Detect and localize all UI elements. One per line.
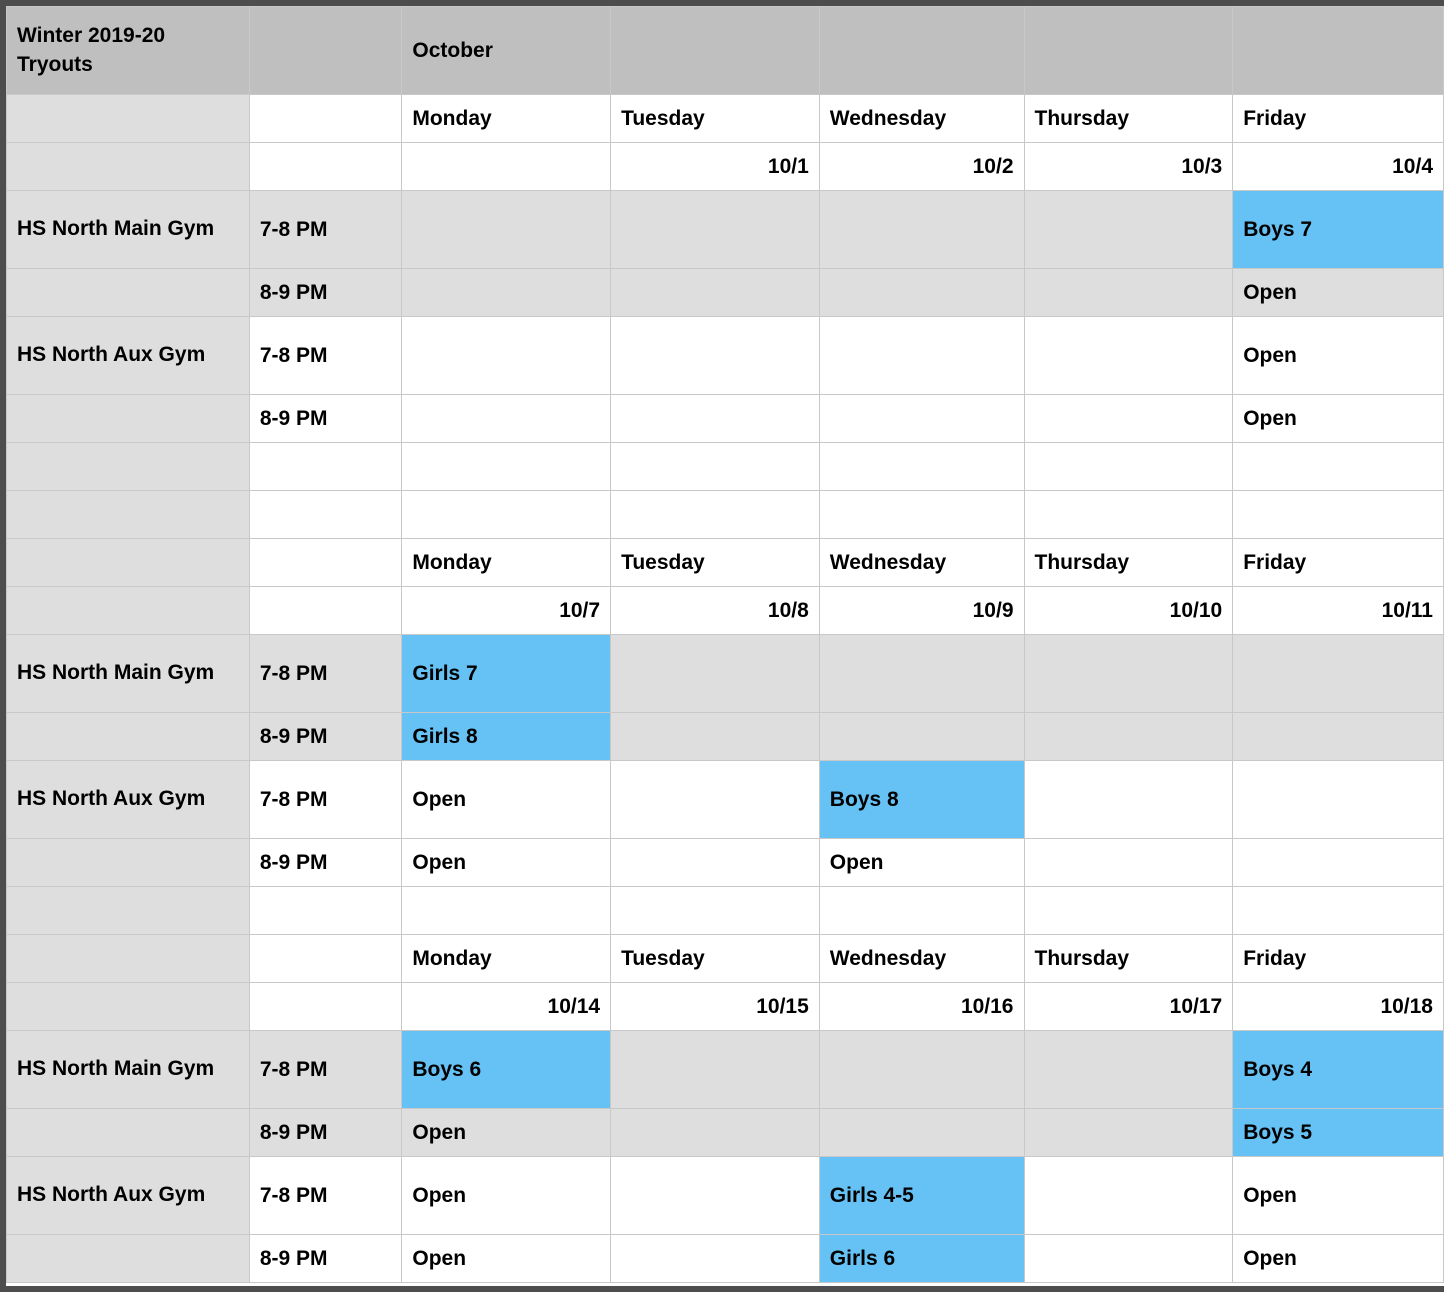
table-row [7, 635, 1444, 713]
table-row [7, 269, 1444, 317]
spacer-cell [7, 491, 250, 539]
title-spacer-5 [1233, 7, 1444, 95]
table-row [7, 1031, 1444, 1109]
schedule-cell-booked: Boys 4 [1233, 1031, 1444, 1109]
row-label-blank [7, 143, 250, 191]
table-row [7, 713, 1444, 761]
gym-label-blank [7, 395, 250, 443]
date-cell: 10/1 [611, 143, 820, 191]
schedule-cell [819, 317, 1024, 395]
schedule-cell-booked: Boys 7 [1233, 191, 1444, 269]
table-row-spacer [7, 887, 1444, 935]
time-slot-label: 7-8 PM [249, 635, 402, 713]
spacer-cell [1233, 443, 1444, 491]
schedule-cell-booked: Girls 7 [402, 635, 611, 713]
spacer-cell [1024, 443, 1233, 491]
time-slot-label: 7-8 PM [249, 1031, 402, 1109]
date-cell: 10/17 [1024, 983, 1233, 1031]
spacer-cell [1233, 887, 1444, 935]
day-header-thursday: Thursday [1024, 935, 1233, 983]
day-header-wednesday: Wednesday [819, 935, 1024, 983]
table-row [7, 395, 1444, 443]
month-label: October [402, 7, 611, 95]
spacer-cell [611, 491, 820, 539]
gym-label: HS North Main Gym [7, 635, 250, 713]
table-row-weekday-header [7, 935, 1444, 983]
schedule-cell-booked: Boys 5 [1233, 1109, 1444, 1157]
schedule-cell-booked: Boys 8 [819, 761, 1024, 839]
schedule-cell [1024, 1031, 1233, 1109]
tryout-schedule-table [6, 6, 1444, 1283]
table-row [7, 317, 1444, 395]
row-label-blank [7, 935, 250, 983]
date-cell: 10/10 [1024, 587, 1233, 635]
schedule-cell [1024, 395, 1233, 443]
gym-label: HS North Aux Gym [7, 317, 250, 395]
date-cell: 10/3 [1024, 143, 1233, 191]
time-slot-label: 8-9 PM [249, 713, 402, 761]
title-spacer-3 [819, 7, 1024, 95]
schedule-cell [611, 191, 820, 269]
schedule-cell [819, 635, 1024, 713]
day-header-thursday: Thursday [1024, 539, 1233, 587]
day-header-tuesday: Tuesday [611, 539, 820, 587]
schedule-cell [1233, 713, 1444, 761]
schedule-cell-booked: Girls 8 [402, 713, 611, 761]
date-cell: 10/2 [819, 143, 1024, 191]
time-slot-label: 8-9 PM [249, 1109, 402, 1157]
day-header-tuesday: Tuesday [611, 935, 820, 983]
spacer-cell [611, 443, 820, 491]
table-row [7, 1157, 1444, 1235]
schedule-cell [819, 395, 1024, 443]
date-cell: 10/11 [1233, 587, 1444, 635]
table-row-dates [7, 983, 1444, 1031]
schedule-cell [819, 713, 1024, 761]
spacer-cell [249, 491, 402, 539]
time-label-blank [249, 143, 402, 191]
table-row-spacer [7, 443, 1444, 491]
day-header-monday: Monday [402, 539, 611, 587]
schedule-cell [402, 269, 611, 317]
day-header-tuesday: Tuesday [611, 95, 820, 143]
schedule-cell [611, 839, 820, 887]
schedule-cell [1024, 317, 1233, 395]
gym-label: HS North Aux Gym [7, 761, 250, 839]
schedule-cell-booked: Girls 6 [819, 1235, 1024, 1283]
schedule-cell-open: Open [1233, 395, 1444, 443]
schedule-cell-open: Open [1233, 317, 1444, 395]
table-row [7, 1235, 1444, 1283]
spacer-cell [402, 491, 611, 539]
date-cell: 10/18 [1233, 983, 1444, 1031]
spacer-cell [819, 443, 1024, 491]
schedule-cell [611, 1157, 820, 1235]
gym-label-blank [7, 269, 250, 317]
schedule-cell-open: Open [1233, 1235, 1444, 1283]
schedule-cell-open: Open [402, 761, 611, 839]
date-cell: 10/9 [819, 587, 1024, 635]
table-row [7, 1109, 1444, 1157]
schedule-cell [402, 191, 611, 269]
spacer-cell [402, 887, 611, 935]
schedule-cell [1024, 635, 1233, 713]
schedule-cell-open: Open [402, 1235, 611, 1283]
time-label-blank [249, 935, 402, 983]
schedule-cell [819, 1109, 1024, 1157]
spacer-cell [819, 887, 1024, 935]
document-title: Winter 2019-20 Tryouts [7, 7, 250, 95]
schedule-cell [1233, 761, 1444, 839]
schedule-cell-open: Open [819, 839, 1024, 887]
time-slot-label: 7-8 PM [249, 761, 402, 839]
schedule-cell [611, 713, 820, 761]
schedule-cell [1024, 191, 1233, 269]
schedule-cell [402, 317, 611, 395]
table-row-weekday-header [7, 539, 1444, 587]
time-label-blank [249, 539, 402, 587]
schedule-cell [819, 1031, 1024, 1109]
date-cell: 10/16 [819, 983, 1024, 1031]
spacer-cell [7, 443, 250, 491]
day-header-friday: Friday [1233, 539, 1444, 587]
spacer-cell [402, 443, 611, 491]
spacer-cell [1024, 491, 1233, 539]
date-cell [402, 143, 611, 191]
gym-label-blank [7, 839, 250, 887]
time-label-blank [249, 587, 402, 635]
schedule-cell-open: Open [402, 1109, 611, 1157]
schedule-cell-booked: Girls 4-5 [819, 1157, 1024, 1235]
schedule-cell [402, 395, 611, 443]
schedule-cell-open: Open [1233, 1157, 1444, 1235]
time-label-blank [249, 983, 402, 1031]
table-row-dates [7, 143, 1444, 191]
row-label-blank [7, 587, 250, 635]
spacer-cell [249, 887, 402, 935]
title-spacer-4 [1024, 7, 1233, 95]
day-header-wednesday: Wednesday [819, 95, 1024, 143]
schedule-cell [611, 635, 820, 713]
schedule-cell [611, 761, 820, 839]
spacer-cell [7, 887, 250, 935]
gym-label: HS North Main Gym [7, 191, 250, 269]
row-label-blank [7, 95, 250, 143]
table-row [7, 761, 1444, 839]
time-label-blank [249, 95, 402, 143]
day-header-friday: Friday [1233, 935, 1444, 983]
gym-label-blank [7, 1109, 250, 1157]
row-label-blank [7, 983, 250, 1031]
time-slot-label: 8-9 PM [249, 395, 402, 443]
schedule-cell [819, 191, 1024, 269]
date-cell: 10/15 [611, 983, 820, 1031]
schedule-cell-booked: Boys 6 [402, 1031, 611, 1109]
spacer-cell [611, 887, 820, 935]
schedule-cell [1024, 839, 1233, 887]
time-slot-label: 8-9 PM [249, 839, 402, 887]
time-slot-label: 7-8 PM [249, 1157, 402, 1235]
date-cell: 10/14 [402, 983, 611, 1031]
schedule-cell-open: Open [1233, 269, 1444, 317]
schedule-cell [1024, 1157, 1233, 1235]
table-row [7, 191, 1444, 269]
day-header-thursday: Thursday [1024, 95, 1233, 143]
title-spacer-1 [249, 7, 402, 95]
schedule-cell-open: Open [402, 839, 611, 887]
spacer-cell [1233, 491, 1444, 539]
spacer-cell [249, 443, 402, 491]
table-row-dates [7, 587, 1444, 635]
table-row-spacer [7, 491, 1444, 539]
schedule-cell [1024, 1109, 1233, 1157]
table-row [7, 839, 1444, 887]
gym-label-blank [7, 1235, 250, 1283]
schedule-cell [611, 1235, 820, 1283]
day-header-friday: Friday [1233, 95, 1444, 143]
row-label-blank [7, 539, 250, 587]
schedule-cell [611, 269, 820, 317]
schedule-cell [819, 269, 1024, 317]
schedule-cell [1233, 839, 1444, 887]
day-header-monday: Monday [402, 95, 611, 143]
schedule-cell [1024, 713, 1233, 761]
date-cell: 10/4 [1233, 143, 1444, 191]
time-slot-label: 7-8 PM [249, 191, 402, 269]
table-row-weekday-header [7, 95, 1444, 143]
schedule-cell-open: Open [402, 1157, 611, 1235]
time-slot-label: 7-8 PM [249, 317, 402, 395]
schedule-cell [611, 1031, 820, 1109]
spacer-cell [819, 491, 1024, 539]
schedule-cell [611, 317, 820, 395]
day-header-wednesday: Wednesday [819, 539, 1024, 587]
time-slot-label: 8-9 PM [249, 1235, 402, 1283]
gym-label-blank [7, 713, 250, 761]
date-cell: 10/7 [402, 587, 611, 635]
time-slot-label: 8-9 PM [249, 269, 402, 317]
schedule-cell [1024, 1235, 1233, 1283]
day-header-monday: Monday [402, 935, 611, 983]
schedule-cell [1233, 635, 1444, 713]
schedule-cell [1024, 761, 1233, 839]
title-spacer-2 [611, 7, 820, 95]
spacer-cell [1024, 887, 1233, 935]
gym-label: HS North Aux Gym [7, 1157, 250, 1235]
schedule-cell [1024, 269, 1233, 317]
table-row-title [7, 7, 1444, 95]
schedule-cell [611, 395, 820, 443]
schedule-cell [611, 1109, 820, 1157]
gym-label: HS North Main Gym [7, 1031, 250, 1109]
date-cell: 10/8 [611, 587, 820, 635]
